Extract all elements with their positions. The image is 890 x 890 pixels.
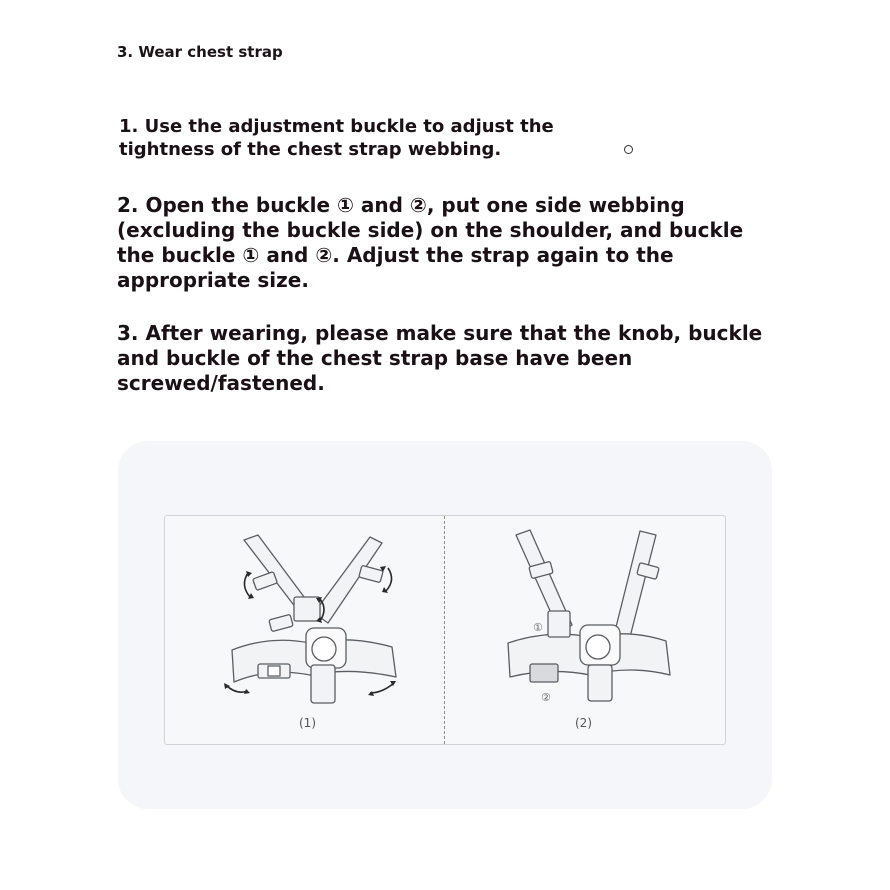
figure-caption-1: (1) (299, 716, 316, 730)
buckle-marker-2: ② (541, 691, 551, 704)
dashed-divider (444, 516, 445, 744)
figure-caption-2: (2) (575, 716, 592, 730)
instruction-step-2: 2. Open the buckle ① and ②, put one side webbing (excluding the buckle side) on the shoulder, and buckle the buckle ① and ②. Adjust the strap again to the appropriate size. (117, 193, 744, 292)
instruction-step-3: 3. After wearing, please make sure that the knob, buckle and buckle of the chest strap base have been screwed/fastened. (117, 321, 763, 395)
section-heading: 3. Wear chest strap (117, 43, 283, 61)
chest-strap-buckle-illustration (490, 525, 690, 715)
circle-mark-icon (624, 145, 633, 154)
instruction-step-1: 1. Use the adjustment buckle to adjust the tightness of the chest strap webbing. (119, 116, 554, 160)
chest-strap-adjust-illustration (210, 525, 410, 715)
buckle-marker-1: ① (533, 621, 543, 634)
